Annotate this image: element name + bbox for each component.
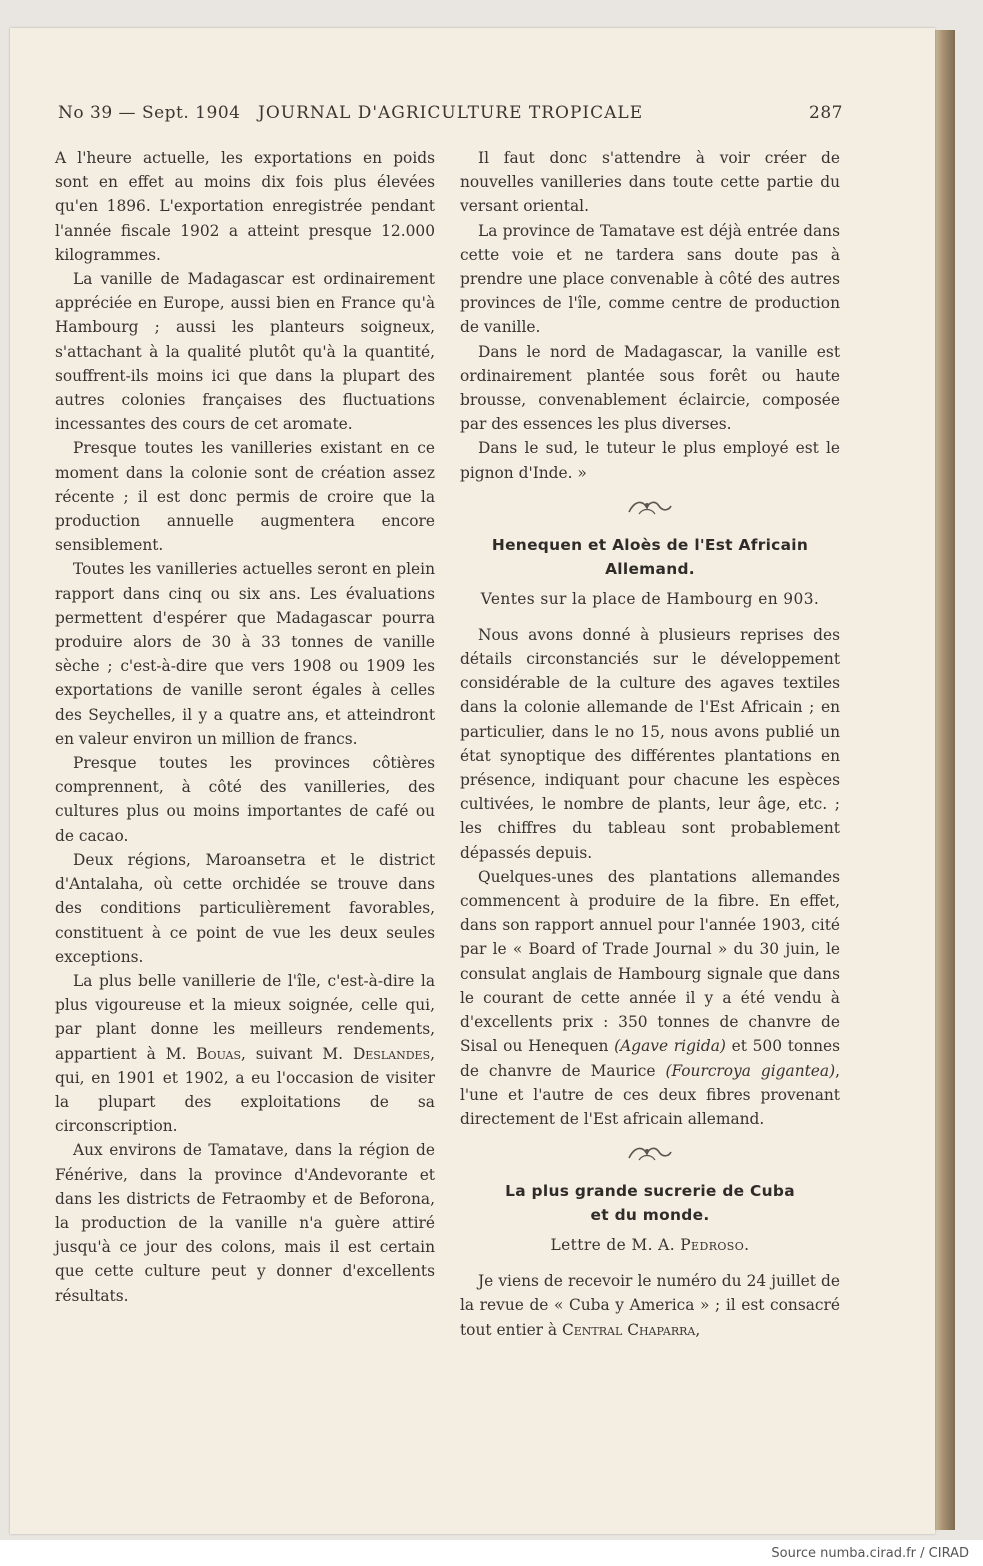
paragraph [460,865,840,1131]
title-line: et du monde. [590,1206,710,1225]
title-line: Allemand. [605,559,695,578]
section-title [460,533,840,581]
paragraph: Presque toutes les provinces côtières comprennent, à côté des vanilleries, des cultures plus ou moins importantes de café ou de cacao. [55,754,435,845]
paragraph [55,969,435,1138]
text-run: Quelques-unes des plantations allemandes commencent à produire de la fibre. En effet, dans son rapport annuel pour l'année 1903, cité par le « Board of Trade Journal » du 30 juin, le consulat anglais de Hambourg signale que dans le courant de cette année il y a été vendu à d'excellents prix : 350 tonnes de chanvre de Sisal ou Henequen [460,867,840,1056]
species-name: (Fourcroya gigantea) [665,1061,836,1080]
paragraph: La province de Tamatave est déjà entrée dans cette voie et ne tardera sans doute pas à prendre une place convenable à côté des autres provinces de l'île, comme centre de production de vanille. [460,221,840,337]
paragraph [460,1269,840,1342]
text-run: , qui, en 1901 et 1902, a eu l'occasion de visiter la plupart des exploitations de sa circonscription. [55,1044,436,1136]
species-name: (Agave rigida) [614,1037,726,1056]
paragraph: Aux environs de Tamatave, dans la région de Fénérive, dans la province d'Andevorante et dans les districts de Fetraomby et de Beforona, la production de la vanille n'a guère attiré jusqu'à ce jour des colons, mais il est certain que cette culture peut y donner d'excellents résultats. [55,1141,435,1305]
paragraph: Presque toutes les vanilleries existant en ce moment dans la colonie sont de création assez récente ; il est donc permis de croire que la production annuelle augmentera encore sensiblement. [55,439,435,555]
paragraph: Dans le sud, le tuteur le plus employé est le pignon d'Inde. » [460,439,840,482]
issue-info: No 39 — Sept. 1904 [58,103,241,123]
paragraph: La vanille de Madagascar est ordinairement appréciée en Europe, aussi bien en France qu'à Hambourg ; aussi les planteurs soigneux, s'attachant à la qualité plutôt qu'à la quantité, souffrent-ils moins ici que dans la plupart des autres colonies françaises des fluctuations incessantes des cours de cet aromate. [55,270,435,434]
page-edge-shadow [935,30,955,1530]
paragraph: Dans le nord de Madagascar, la vanille est ordinairement plantée sous forêt ou haute brousse, convenablement éclaircie, composée par des essences les plus diverses. [460,342,840,434]
right-column [460,146,840,1342]
text-run: , [695,1320,701,1339]
text-run: Je viens de recevoir le numéro du 24 juillet de la revue de « Cuba y America » ; il est consacré tout entier à [460,1272,840,1339]
fleuron-icon [625,496,675,518]
section-title [460,1179,840,1227]
paragraph: Deux régions, Maroansetra et le district d'Antalaha, où cette orchidée se trouve dans des conditions particulièrement favorables, constituent à ce point de vue les deux seules exceptions. [55,850,435,966]
left-column [55,146,435,1308]
paragraph: A l'heure actuelle, les exportations en poids sont en effet au moins dix fois plus élevées qu'en 1896. L'exportation enregistrée pendant l'année fiscale 1902 a atteint presque 12.000 kilogrammes. [55,149,435,264]
page-number: 287 [809,103,843,123]
person-name: Deslandes [352,1044,431,1063]
text-run: Lettre de M. A. [550,1236,681,1255]
running-header [58,103,843,129]
paragraph: Nous avons donné à plusieurs reprises des détails circonstanciés sur le développement considérable de la culture des agaves textiles dans la colonie allemande de l'Est Africain ; en particulier, dans le no 15, nous avons publié un état synoptique des différentes plantations en présence, indiquant pour chacune les espèces cultivées, le nombre de plants, leur âge, etc. ; les chiffres du tableau sont probablement dépassés depuis. [460,625,840,862]
title-line: La plus grande sucrerie de Cuba [505,1182,795,1201]
text-run: , suivant M. [241,1044,353,1063]
section-ornament [460,1131,840,1175]
company-name: Central Chaparra [562,1320,696,1339]
person-name: Pedroso [680,1236,745,1255]
section-subtitle [460,1233,840,1257]
text-run: La plus belle vanillerie de l'île, c'est-à-dire la plus vigoureuse et la mieux soignée, celle qui, par plant donne les meilleurs rendements, appartient à M. [55,971,435,1063]
text-run: et 500 tonnes de chanvre de Maurice [460,1037,840,1080]
source-credit: Source numba.cirad.fr / CIRAD [771,1546,969,1561]
person-name: Bouas [196,1044,241,1063]
text-run: , l'une et l'autre de ces deux fibres provenant directement de l'Est africain allemand. [460,1061,840,1128]
journal-title: JOURNAL D'AGRICULTURE TROPICALE [258,103,644,123]
title-line: Henequen et Aloès de l'Est Africain [491,535,809,554]
text-run: . [744,1236,750,1255]
section-ornament [460,485,840,529]
paragraph: Il faut donc s'attendre à voir créer de nouvelles vanilleries dans toute cette partie du versant oriental. [460,149,840,216]
paragraph: Toutes les vanilleries actuelles seront en plein rapport dans cinq ou six ans. Les évaluations permettent d'espérer que Madagascar pourra produire alors de 30 à 33 tonnes de vanille sèche ; c'est-à-dire que vers 1908 ou 1909 les exportations de vanille seront égales à celles des Seychelles, il y a quatre ans, et atteindront en valeur environ un million de francs. [55,560,435,748]
section-subtitle: Ventes sur la place de Hambourg en 903. [480,589,820,608]
fleuron-icon [625,1142,675,1164]
